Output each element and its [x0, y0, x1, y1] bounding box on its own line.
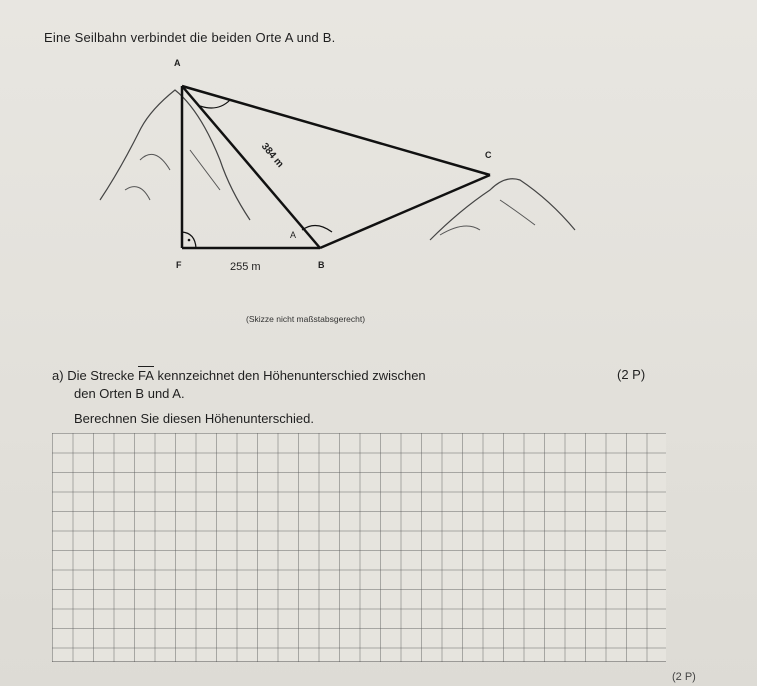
intro-text: Eine Seilbahn verbindet die beiden Orte A und B. — [44, 30, 336, 45]
task-line1-after: kennzeichnet den Höhenunterschied zwischen — [157, 368, 426, 383]
label-cable-length: 384 m — [258, 141, 286, 170]
sketch-caption: (Skizze nicht maßstabsgerecht) — [246, 314, 366, 324]
label-B: B — [318, 260, 325, 270]
task-line1-before: Die Strecke — [67, 368, 135, 383]
next-task-points: (2 P) — [672, 671, 696, 683]
label-F: F — [176, 260, 182, 270]
cable-CB — [320, 175, 490, 248]
label-distance-FB: 255 m — [230, 261, 261, 273]
segment-FA-label: FA — [138, 368, 154, 383]
right-mountain-outline — [430, 179, 575, 240]
task-a-instruction: Berechnen Sie diesen Höhenunterschied. — [74, 411, 314, 426]
task-marker: a) — [52, 368, 64, 383]
task-a-line1 — [52, 367, 426, 384]
angle-arc-A — [200, 100, 230, 108]
task-a-line2: den Orten B und A. — [74, 386, 185, 401]
task-a-points: (2 P) — [617, 367, 646, 382]
label-C: C — [485, 150, 492, 160]
label-A: A — [174, 58, 181, 68]
label-angle-B: A — [290, 230, 297, 240]
answer-grid[interactable] — [52, 433, 666, 662]
sketch-drawing — [80, 50, 600, 290]
cable-AC — [182, 86, 490, 175]
cable-car-sketch — [80, 50, 600, 290]
left-mountain-outline — [100, 90, 250, 220]
left-mountain-rocks — [125, 150, 220, 200]
